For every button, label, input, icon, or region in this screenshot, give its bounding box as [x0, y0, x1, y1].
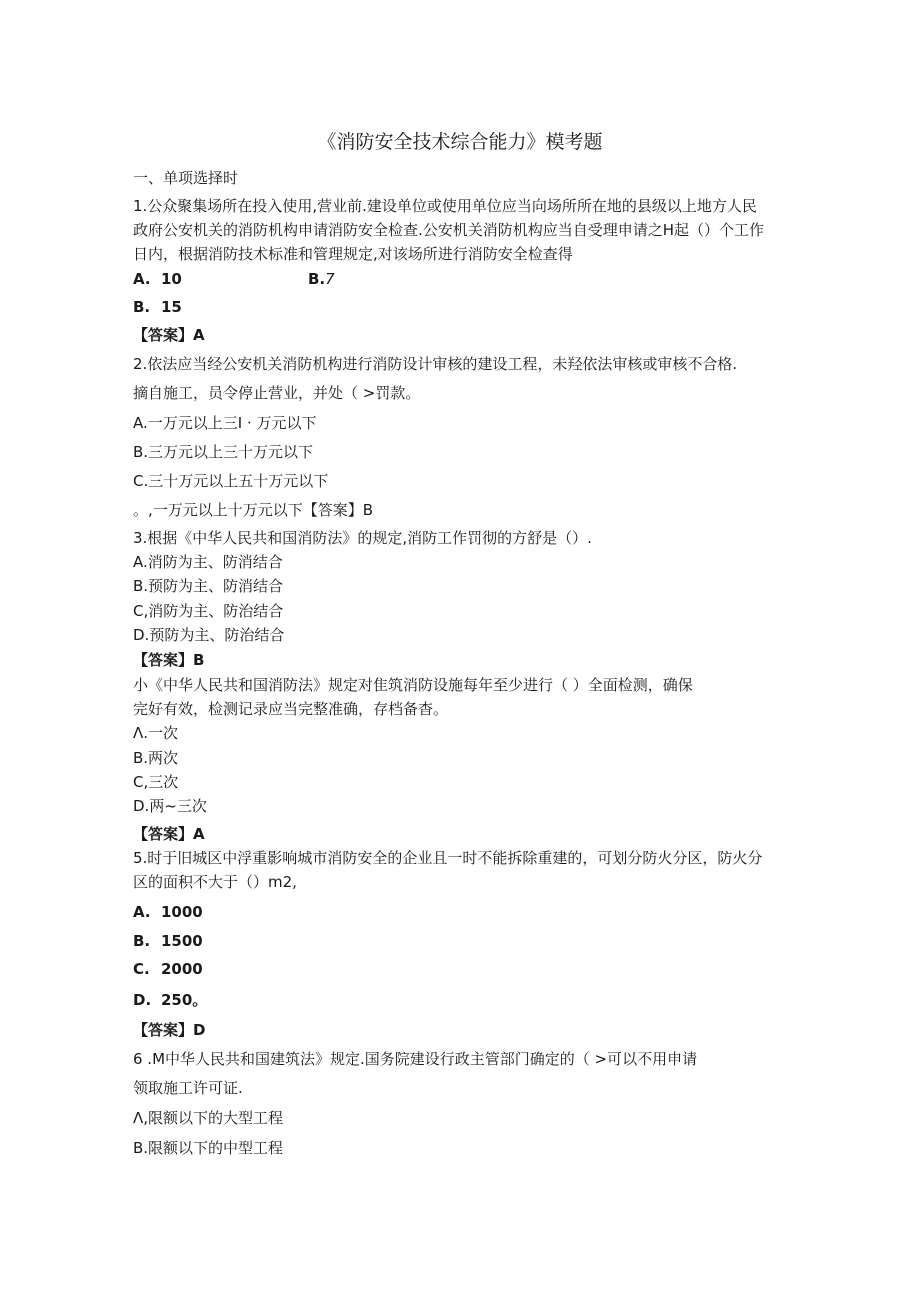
- q6-option-a: Λ,限额以下的大型工程: [133, 1109, 284, 1127]
- q5-option-c-label: C.: [133, 960, 150, 978]
- q1-option-b: [308, 269, 335, 289]
- q1-option-a-value: 10: [161, 270, 182, 288]
- q4-line-1: 小《中华人民共和国消防法》规定对隹筑消防设施每年至少进行（ ）全面检测，确保: [133, 676, 693, 694]
- q2-option-b: B.三万元以上三十万元以下: [133, 443, 314, 461]
- q6-line-2: 领取施工许可证.: [133, 1079, 243, 1097]
- q1-option-b2-value: 15: [161, 298, 182, 316]
- q2-option-d-answer: 。,一万元以上十万元以下【答案】B: [133, 501, 374, 519]
- q4-option-d: D.两~三次: [133, 797, 207, 815]
- q5-option-b-value: 1500: [161, 932, 203, 950]
- q5-line-2: 区的面积不大于（）m2,: [133, 873, 297, 891]
- q1-option-b-value: 7: [325, 270, 335, 288]
- q4-line-2: 完好有效，检测记录应当完整准确，存档备杳。: [133, 700, 449, 718]
- section-heading: 一、单项选择时: [133, 169, 239, 187]
- q1-answer: 【答案】A: [133, 326, 205, 344]
- q1-option-b-label: B.: [308, 270, 326, 288]
- q5-option-c: [133, 959, 203, 979]
- q5-option-d: [133, 990, 207, 1010]
- q4-answer: 【答案】A: [133, 825, 205, 843]
- document-title: 《消防安全技术综合能力》模考题: [317, 131, 603, 153]
- q5-option-d-label: D.: [133, 991, 152, 1009]
- q4-option-c: C,三次: [133, 773, 179, 791]
- q3-option-a: A.消防为主、防消结合: [133, 553, 283, 571]
- q1-option-a-label: A.: [133, 270, 151, 288]
- q4-option-b: B.两次: [133, 749, 179, 767]
- q2-line-1: 2.依法应当经公安机关消防机构进行消防设计审核的建设工程，未羟依法审核或审核不合格.: [133, 355, 738, 373]
- q2-option-a: A.一万元以上三I · 万元以下: [133, 414, 317, 432]
- q5-option-c-value: 2000: [161, 960, 203, 978]
- q6-option-b: B.限额以下的中型工程: [133, 1139, 284, 1157]
- q3-option-d: D.预防为主、防治结合: [133, 626, 285, 644]
- q1-option-b2: [133, 297, 182, 317]
- q3-option-b: B.预防为主、防消结合: [133, 577, 284, 595]
- q5-line-1: 5.时于旧城区中浮重影响城市消防安全的企业且一时不能拆除重建的，可划分防火分区，防火分: [133, 849, 763, 867]
- q3-answer: 【答案】B: [133, 651, 205, 669]
- q2-option-c: C.三十万元以上五十万元以下: [133, 472, 329, 490]
- q5-option-a: [133, 902, 203, 922]
- q5-answer: 【答案】D: [133, 1021, 206, 1039]
- q2-line-2: 摘自施工，员令停止营业，并处（ >罚款。: [133, 384, 421, 402]
- q5-option-b: [133, 931, 203, 951]
- q5-option-a-label: A.: [133, 903, 151, 921]
- q1-line-2: 政府公安机关的消防机构申请消防安全检查.公安机关消防机构应当自受理申请之H起（）个工作: [133, 221, 765, 239]
- q4-option-a: Λ.一次: [133, 724, 179, 742]
- q1-option-a: [133, 269, 182, 289]
- q1-option-b2-label: B.: [133, 298, 151, 316]
- q1-line-3: 日内，根据消防技术标准和管理规定,对该场所进行消防安全检查得: [133, 245, 573, 263]
- q5-option-b-label: B.: [133, 932, 151, 950]
- q3-option-c: C,消防为主、防治结合: [133, 602, 284, 620]
- q3-line-1: 3.根据《中华人民共和国消防法》的规定,消防工作罚彻的方舒是（）.: [133, 529, 592, 547]
- q5-option-d-value: 250。: [161, 991, 208, 1009]
- q6-line-1: 6 .M中华人民共和国建筑法》规定.国务院建设行政主管部门确定的（ >可以不用申请: [133, 1050, 698, 1068]
- q5-option-a-value: 1000: [161, 903, 203, 921]
- q1-line-1: 1.公众聚集场所在投入使用,营业前.建设单位或使用单位应当向场所所在地的县级以上地方人民: [133, 197, 757, 215]
